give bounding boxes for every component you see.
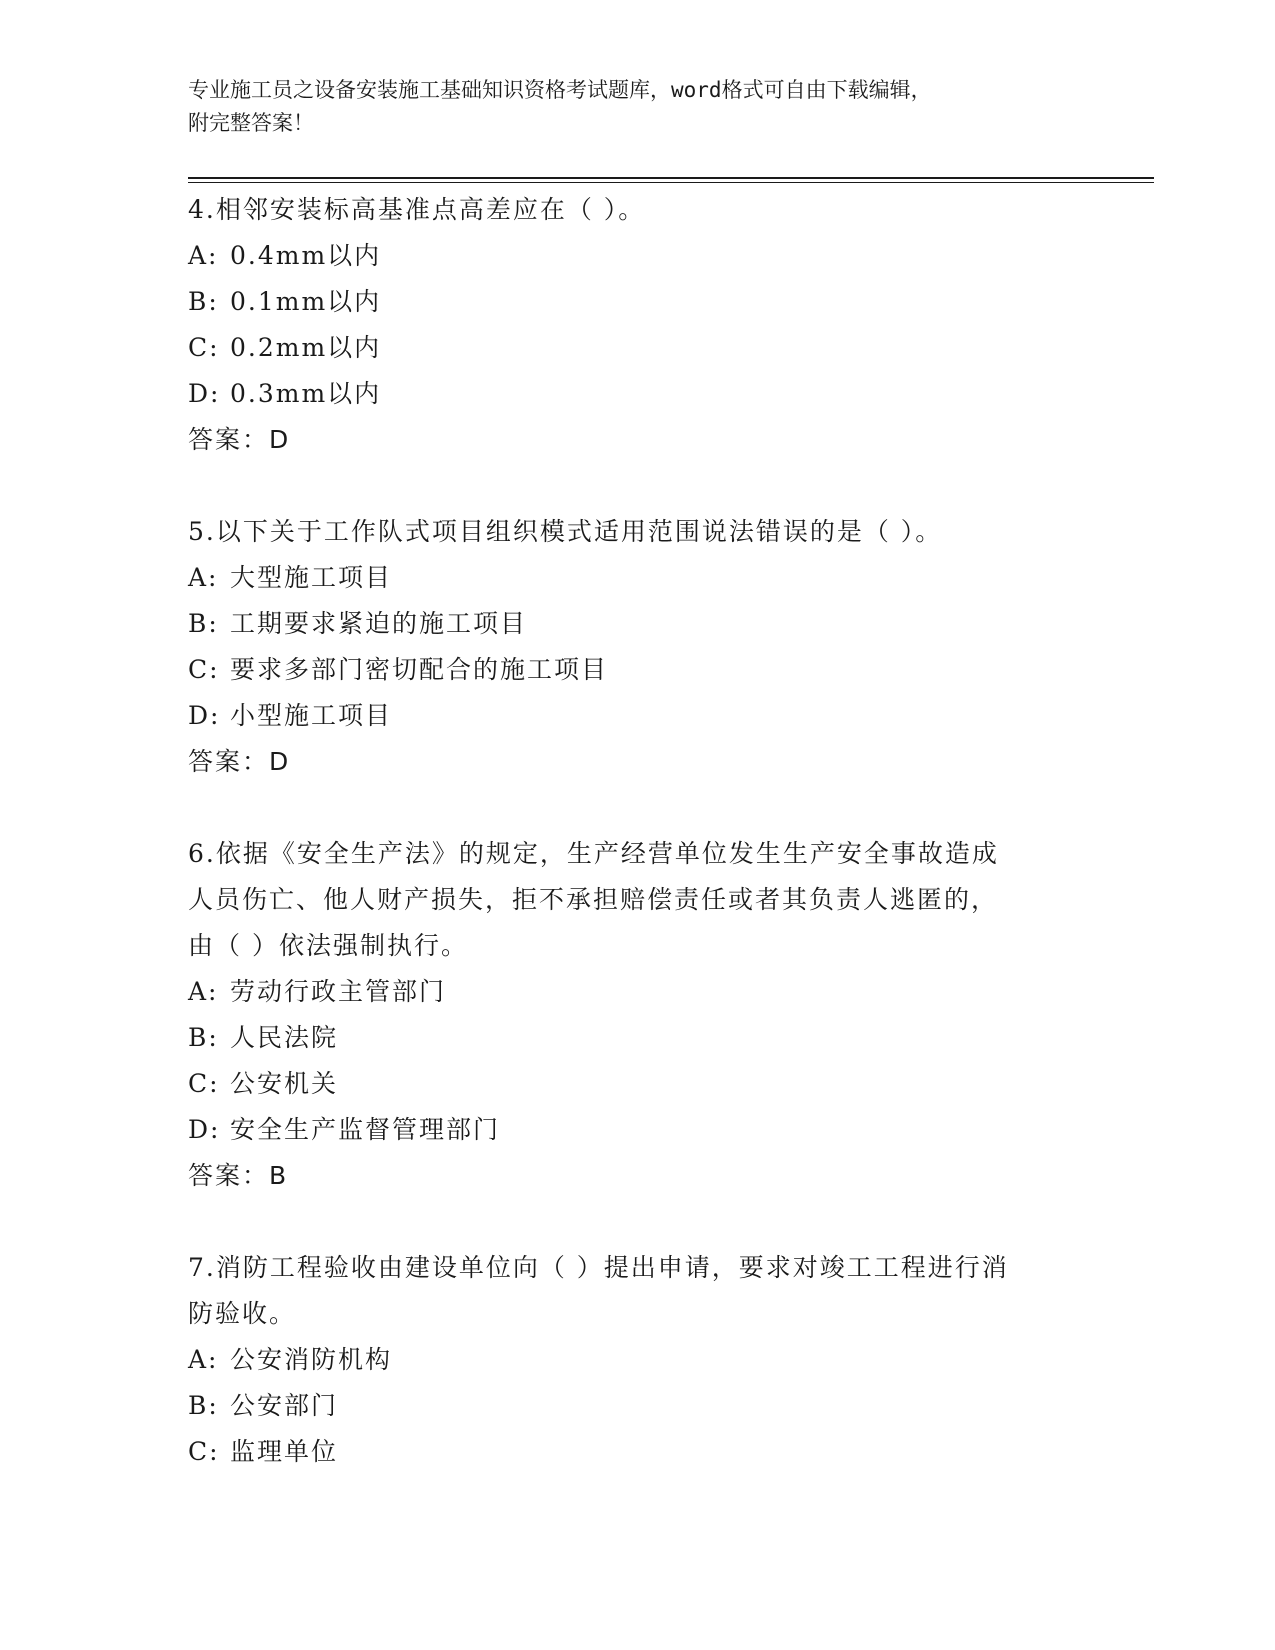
- option-d: [188, 1107, 1088, 1153]
- option-text: 0.3mm以内: [230, 379, 382, 408]
- option-label: B:: [188, 1023, 219, 1052]
- option-label: A:: [188, 1345, 219, 1374]
- header-line-2: 附完整答案！: [188, 111, 314, 135]
- answer-label: 答案：: [188, 747, 270, 776]
- option-b: [188, 279, 1088, 325]
- option-c: [188, 325, 1088, 371]
- question-text: [188, 187, 1088, 233]
- question-number: 5.: [188, 517, 216, 546]
- header-divider-thin: [188, 182, 1154, 183]
- question-7: [188, 1245, 1088, 1475]
- option-b: [188, 1383, 1088, 1429]
- header-divider-thick: [188, 177, 1154, 179]
- answer-label: 答案：: [188, 1161, 270, 1190]
- question-line: 消防工程验收由建设单位向（ ）提出申请，要求对竣工工程进行消: [215, 1253, 1009, 1282]
- question-line: 依据《安全生产法》的规定，生产经营单位发生生产安全事故造成: [215, 839, 999, 868]
- option-c: [188, 1429, 1088, 1475]
- option-a: [188, 969, 1088, 1015]
- option-text: 小型施工项目: [230, 701, 393, 730]
- option-text: 人民法院: [230, 1023, 339, 1052]
- question-text-continued: 由（ ）依法强制执行。: [188, 931, 468, 960]
- question-gap: [188, 1199, 1088, 1245]
- question-6: [188, 831, 1088, 1199]
- answer-value: D: [269, 747, 290, 776]
- option-label: A:: [188, 977, 219, 1006]
- question-gap: [188, 463, 1088, 509]
- option-label: B:: [188, 609, 219, 638]
- option-label: C:: [188, 1437, 220, 1466]
- option-text: 公安部门: [230, 1391, 339, 1420]
- option-label: D:: [188, 1115, 221, 1144]
- option-text: 0.1mm以内: [230, 287, 382, 316]
- option-a: [188, 1337, 1088, 1383]
- option-text: 大型施工项目: [230, 563, 393, 592]
- option-label: B:: [188, 287, 219, 316]
- answer-value: B: [269, 1161, 288, 1190]
- answer-line: [188, 739, 1088, 785]
- question-text: [188, 1245, 1088, 1291]
- option-d: [188, 693, 1088, 739]
- answer-line: [188, 417, 1088, 463]
- question-number: 7.: [188, 1253, 216, 1282]
- option-b: [188, 601, 1088, 647]
- option-text: 要求多部门密切配合的施工项目: [230, 655, 609, 684]
- question-number: 4.: [188, 195, 216, 224]
- option-a: [188, 233, 1088, 279]
- question-number: 6.: [188, 839, 216, 868]
- question-line: 相邻安装标高基准点高差应在（ ）。: [215, 195, 646, 224]
- option-text: 监理单位: [230, 1437, 339, 1466]
- option-text: 0.4mm以内: [230, 241, 382, 270]
- option-label: A:: [188, 241, 219, 270]
- answer-label: 答案：: [188, 425, 270, 454]
- option-c: [188, 1061, 1088, 1107]
- option-text: 工期要求紧迫的施工项目: [230, 609, 528, 638]
- question-line: 以下关于工作队式项目组织模式适用范围说法错误的是（ ）。: [215, 517, 943, 546]
- option-label: A:: [188, 563, 219, 592]
- answer-value: D: [269, 425, 290, 454]
- document-header: [188, 74, 1068, 140]
- option-d: [188, 371, 1088, 417]
- option-label: D:: [188, 701, 221, 730]
- question-gap: [188, 785, 1088, 831]
- option-text: 公安机关: [230, 1069, 339, 1098]
- option-label: C:: [188, 1069, 220, 1098]
- question-list: [188, 187, 1088, 1475]
- option-label: C:: [188, 333, 220, 362]
- option-text: 劳动行政主管部门: [230, 977, 447, 1006]
- header-line-1: 专业施工员之设备安装施工基础知识资格考试题库，word格式可自由下载编辑，: [188, 78, 932, 102]
- option-text: 0.2mm以内: [230, 333, 382, 362]
- option-label: C:: [188, 655, 220, 684]
- option-label: B:: [188, 1391, 219, 1420]
- question-text: [188, 509, 1088, 555]
- question-text-continued: 防验收。: [188, 1299, 297, 1328]
- question-text: [188, 831, 1088, 877]
- option-a: [188, 555, 1088, 601]
- option-label: D:: [188, 379, 221, 408]
- question-text-continued: 人员伤亡、他人财产损失，拒不承担赔偿责任或者其负责人逃匿的，: [188, 885, 999, 914]
- question-5: [188, 509, 1088, 785]
- option-text: 安全生产监督管理部门: [230, 1115, 501, 1144]
- answer-line: [188, 1153, 1088, 1199]
- option-c: [188, 647, 1088, 693]
- option-b: [188, 1015, 1088, 1061]
- option-text: 公安消防机构: [230, 1345, 393, 1374]
- question-4: [188, 187, 1088, 463]
